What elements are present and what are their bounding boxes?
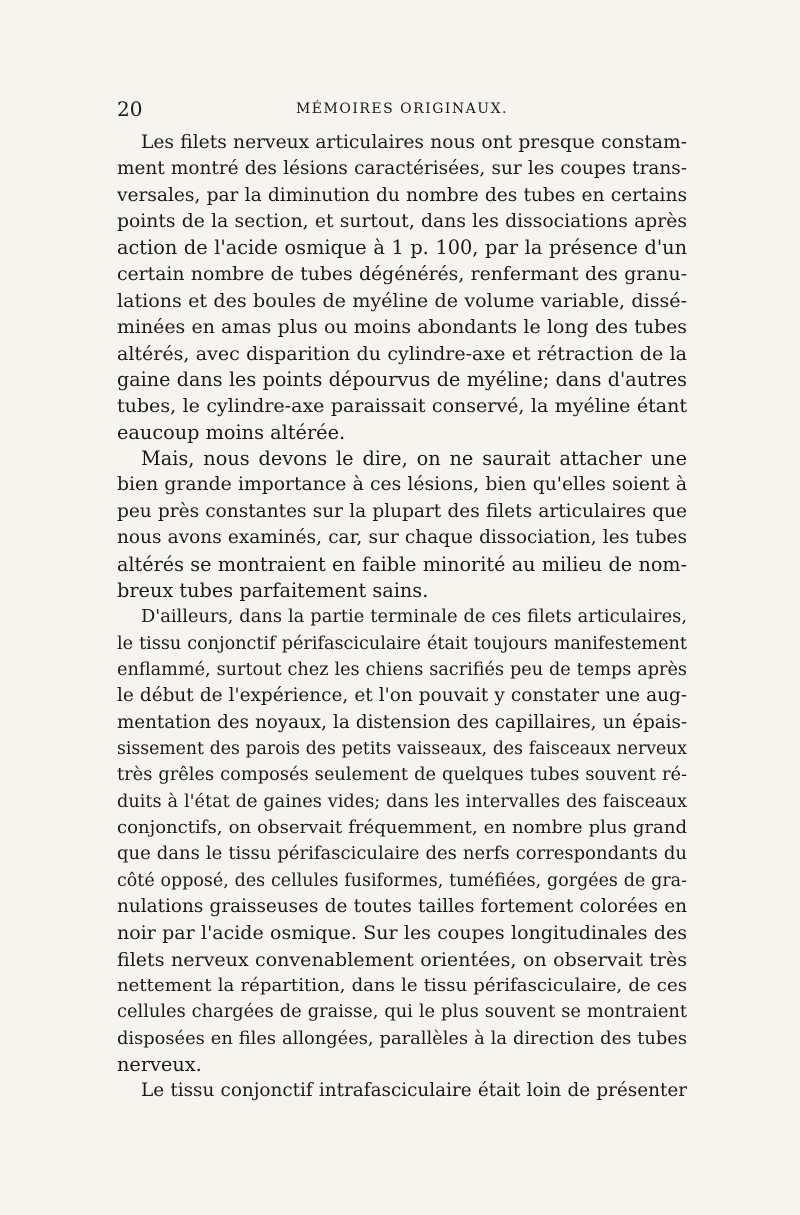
text-line: altérés se montraient en faible minorité au milieu de nom- [117, 552, 687, 576]
text-line: points de la section, et surtout, dans les dissociations après [117, 211, 687, 233]
page-header [117, 97, 687, 125]
text-line: D'ailleurs, dans la partie terminale de ces filets articulaires, [141, 606, 687, 628]
text-line: versales, par la diminution du nombre des tubes en certains [117, 184, 687, 206]
text-line: sissement des parois des petits vaisseaux, des faisceaux nerveux [117, 738, 687, 759]
text-line: cellules chargées de graisse, qui le plus souvent se montraient [117, 1001, 687, 1023]
text-line: nulations graisseuses de toutes tailles fortement colorées en [117, 895, 687, 917]
page-body-text [117, 130, 687, 1105]
text-line: le tissu conjonctif périfasciculaire était toujours manifestement [117, 633, 687, 654]
text-line: enflammé, surtout chez les chiens sacrifiés peu de temps après [117, 659, 687, 680]
text-line: certain nombre de tubes dégénérés, renfermant des granu- [117, 263, 687, 285]
text-line: peu près constantes sur la plupart des filets articulaires que [117, 500, 687, 522]
text-line: côté opposé, des cellules fusiformes, tuméfiées, gorgées de gra- [117, 870, 687, 891]
text-line: Le tissu conjonctif intrafasciculaire était loin de présenter [141, 1080, 687, 1102]
text-line: Les filets nerveux articulaires nous ont presque constam- [141, 132, 687, 153]
text-line: nous avons examinés, car, sur chaque dissociation, les tubes [117, 527, 687, 549]
page-number: 20 [117, 97, 143, 121]
text-line: bien grande importance à ces lésions, bien qu'elles soient à [117, 474, 687, 496]
text-line: le début de l'expérience, et l'on pouvait y constater une aug- [117, 685, 687, 707]
text-line: gaine dans les points dépourvus de myéline; dans d'autres [117, 368, 687, 392]
text-line: Mais, nous devons le dire, on ne saurait attacher une [141, 447, 687, 471]
running-head: MÉMOIRES ORIGINAUX. [295, 101, 509, 117]
text-line: minées en amas plus ou moins abondants le long des tubes [117, 316, 687, 339]
text-line: disposées en files allongées, parallèles à la direction des tubes [117, 1027, 687, 1049]
text-line: breux tubes parfaitement sains. [117, 578, 429, 602]
text-line: filets nerveux convenablement orientées, on observait très [117, 948, 687, 971]
text-line: eaucoup moins altérée. [117, 420, 346, 444]
text-line: nettement la répartition, dans le tissu périfasciculaire, de ces [117, 975, 687, 996]
text-line: duits à l'état de gaines vides; dans les intervalles des faisceaux [117, 791, 687, 812]
text-line: tubes, le cylindre-axe paraissait conservé, la myéline étant [117, 395, 687, 418]
text-line: mentation des noyaux, la distension des capillaires, un épais- [117, 711, 687, 733]
text-line: action de l'acide osmique à 1 p. 100, par la présence d'un [117, 236, 687, 260]
text-line: que dans le tissu périfasciculaire des nerfs correspondants du [117, 843, 687, 865]
text-line: ment montré des lésions caractérisées, sur les coupes trans- [117, 158, 687, 180]
text-line: nerveux. [117, 1053, 202, 1077]
text-line: altérés, avec disparition du cylindre-axe et rétraction de la [117, 342, 687, 365]
text-line: très grêles composés seulement de quelques tubes souvent ré- [117, 764, 687, 786]
text-line: noir par l'acide osmique. Sur les coupes longitudinales des [117, 922, 687, 945]
text-line: lations et des boules de myéline de volume variable, dissé- [117, 290, 687, 313]
text-line: conjonctifs, on observait fréquemment, en nombre plus grand [117, 816, 687, 838]
